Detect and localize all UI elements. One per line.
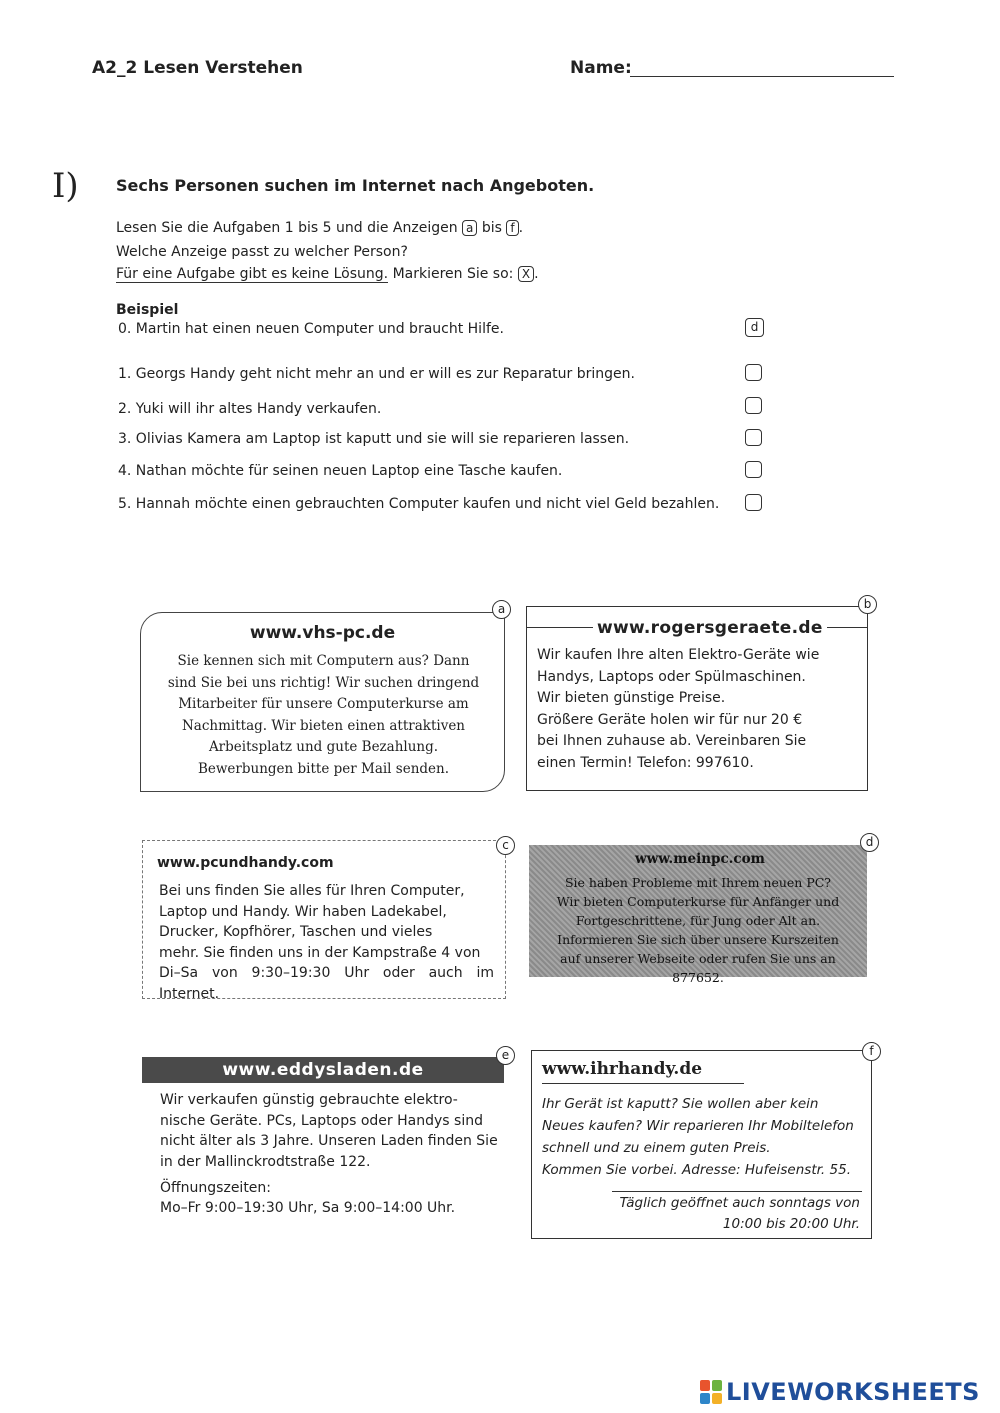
instruction-line-2: Welche Anzeige passt zu welcher Person? (116, 244, 408, 260)
task-1-answer-box[interactable] (745, 364, 762, 381)
ad-e-url: www.eddysladen.de (222, 1060, 424, 1080)
task-2-answer-box[interactable] (745, 397, 762, 414)
section-title: Sechs Personen suchen im Internet nach Angeboten. (116, 176, 595, 195)
name-label: Name: (570, 58, 632, 78)
task-3-answer-box[interactable] (745, 429, 762, 446)
ad-c-text: Bei uns finden Sie alles für Ihren Computer, Laptop und Handy. Wir haben Ladekabel, Drucker, Kopfhörer, Taschen und vieles mehr. Sie finden uns in der Kampstraße 4 von Di–Sa von 9:30–19:30 Uhr oder auch im Internet. (159, 883, 494, 1002)
ad-f-url: www.ihrhandy.de (542, 1059, 703, 1079)
ad-c-letter: c (496, 836, 515, 855)
task-4: 4. Nathan möchte für seinen neuen Laptop eine Tasche kaufen. (118, 463, 563, 479)
ad-f-letter: f (862, 1042, 881, 1061)
worksheet-title: A2_2 Lesen Verstehen (92, 58, 303, 78)
liveworksheets-logo-text: LIVEWORKSHEETS (726, 1378, 980, 1406)
liveworksheets-logo (700, 1378, 980, 1406)
example-label: Beispiel (116, 302, 179, 318)
instruction-line-1: Lesen Sie die Aufgaben 1 bis 5 und die Anzeigen a bis f . (116, 220, 524, 236)
ad-f-divider (612, 1191, 862, 1192)
ad-f (531, 1050, 872, 1239)
ad-d-url: www.meinpc.com (635, 851, 765, 867)
task-5: 5. Hannah möchte einen gebrauchten Computer kaufen und nicht viel Geld bezahlen. (118, 496, 720, 512)
ad-b-url: www.rogersgeraete.de (593, 618, 827, 638)
instruction-line-3: Für eine Aufgabe gibt es keine Lösung. Markieren Sie so: X . (116, 266, 539, 282)
ad-e-header (142, 1057, 504, 1083)
name-input-line[interactable] (630, 76, 894, 77)
liveworksheets-logo-icon (700, 1380, 722, 1404)
ad-e-hours: Öffnungszeiten: Mo–Fr 9:00–19:30 Uhr, Sa 9:00–14:00 Uhr. (160, 1180, 456, 1216)
ad-e-letter: e (496, 1046, 515, 1065)
ad-c-url: www.pcundhandy.com (157, 855, 334, 871)
task-1: 1. Georgs Handy geht nicht mehr an und er will es zur Reparatur bringen. (118, 366, 635, 382)
ad-f-text: Ihr Gerät ist kaputt? Sie wollen aber kein Neues kaufen? Wir reparieren Ihr Mobiltelefon schnell und zu einem guten Preis. Kommen Sie vorbei. Adresse: Hufeisenstr. 55. (542, 1096, 854, 1178)
letter-box-f: f (506, 220, 518, 236)
ad-f-rule (542, 1083, 744, 1084)
ad-a-text: Sie kennen sich mit Computern aus? Dann sind Sie bei uns richtig! Wir suchen dringend Mitarbeiter für unsere Computerkurse am Nachmittag. Wir bieten einen attraktiven Arbeitsplatz und gute Bezahlung. Bewerbungen bitte per Mail senden. (167, 653, 480, 777)
task-2: 2. Yuki will ihr altes Handy verkaufen. (118, 401, 382, 417)
ad-a (140, 612, 505, 792)
ad-b-letter: b (858, 595, 877, 614)
ad-d-text: Sie haben Probleme mit Ihrem neuen PC? Wir bieten Computerkurse für Anfänger und Fortgeschrittene, für Jung oder Alt an. Informieren Sie sich über unsere Kurszeiten auf unserer Webseite oder rufen Sie uns an 877652. (556, 875, 840, 985)
ad-d (529, 845, 867, 985)
ad-e-text: Wir verkaufen günstig gebrauchte elektro- nische Geräte. PCs, Laptops oder Handys sind nicht älter als 3 Jahre. Unseren Laden finden Sie in der Mallinckrodtstraße 122. (160, 1092, 498, 1170)
task-4-answer-box[interactable] (745, 461, 762, 478)
example-text: 0. Martin hat einen neuen Computer und braucht Hilfe. (118, 321, 504, 337)
section-numeral: I) (52, 166, 79, 206)
ad-b (526, 606, 868, 791)
task-5-answer-box[interactable] (745, 494, 762, 511)
task-3: 3. Olivias Kamera am Laptop ist kaputt und sie will sie reparieren lassen. (118, 431, 630, 447)
ad-c (142, 840, 506, 1002)
ad-d-letter-crossed: d (860, 833, 879, 852)
mark-example-x: X (518, 266, 534, 282)
ad-a-letter: a (492, 600, 511, 619)
ad-f-hours: Täglich geöffnet auch sonntags von 10:00 bis 20:00 Uhr. (619, 1195, 860, 1232)
ad-b-text: Wir kaufen Ihre alten Elektro-Geräte wie Handys, Laptops oder Spülmaschinen. Wir bieten günstige Preise. Größere Geräte holen wir für nur 20 € bei Ihnen zuhause ab. Vereinbaren Sie einen Termin! Telefon: 997610. (537, 647, 820, 771)
example-answer-box: d (745, 318, 764, 337)
letter-box-a: a (462, 220, 477, 236)
ad-a-url: www.vhs-pc.de (249, 623, 396, 643)
